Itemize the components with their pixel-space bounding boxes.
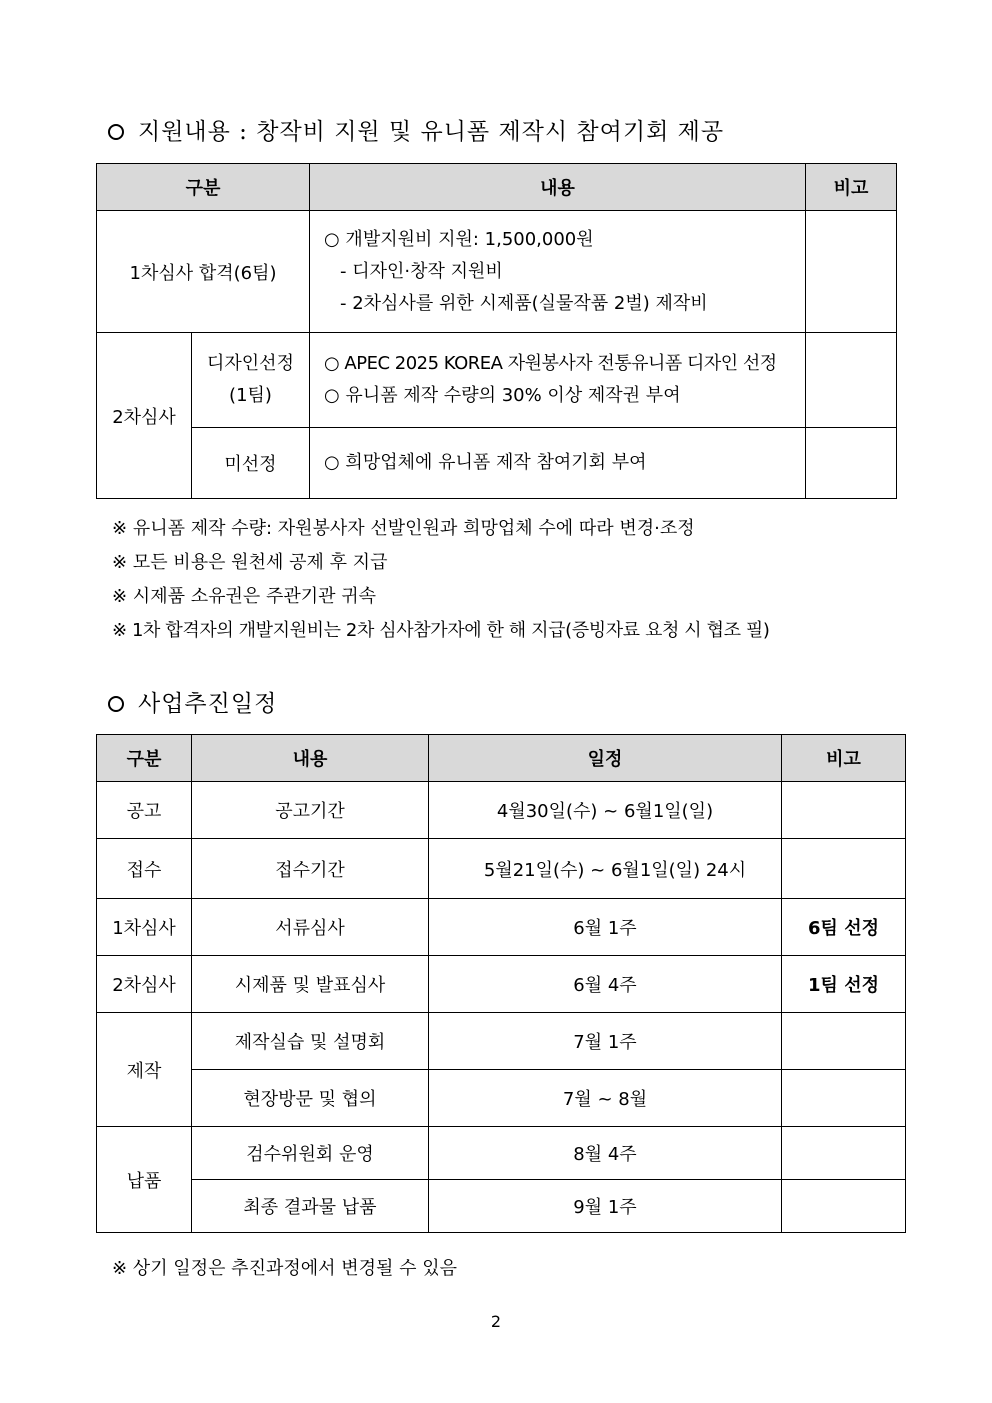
content-line: ○ 희망업체에 유니폼 제작 참여기회 부여 — [324, 452, 647, 473]
row-date: 6월 4주 — [429, 956, 782, 1013]
row-content: 시제품 및 발표심사 — [192, 956, 429, 1013]
row-date: 7월 ~ 8월 — [429, 1070, 782, 1127]
table-row — [97, 1013, 906, 1070]
table-row — [97, 899, 906, 956]
row-date: 7월 1주 — [429, 1013, 782, 1070]
header-category: 구분 — [97, 164, 310, 211]
first-review-note — [806, 211, 897, 333]
selected-label: 디자인선정 (1팀) — [192, 333, 310, 428]
table-row — [97, 1127, 906, 1180]
row-content: 제작실습 및 설명회 — [192, 1013, 429, 1070]
row-content: 서류심사 — [192, 899, 429, 956]
table-row — [97, 956, 906, 1013]
table-row — [97, 1180, 906, 1233]
table-row — [97, 1070, 906, 1127]
row-category: 공고 — [97, 782, 192, 839]
support-row-second-review-unselected — [97, 428, 897, 499]
row-note — [782, 1180, 906, 1233]
page-number: 2 — [490, 1312, 502, 1331]
header-content: 내용 — [192, 735, 429, 782]
row-category: 1차심사 — [97, 899, 192, 956]
row-category: 2차심사 — [97, 956, 192, 1013]
schedule-footnote: ※ 상기 일정은 추진과정에서 변경될 수 있음 — [112, 1258, 458, 1279]
row-note — [782, 1127, 906, 1180]
row-content: 현장방문 및 협의 — [192, 1070, 429, 1127]
unselected-note — [806, 428, 897, 499]
row-note: 6팀 선정 — [782, 899, 906, 956]
header-content: 내용 — [310, 164, 806, 211]
row-content: 공고기간 — [192, 782, 429, 839]
unselected-label: 미선정 — [192, 428, 310, 499]
row-note — [782, 1013, 906, 1070]
content-line: - 디자인·창작 지원비 — [340, 260, 503, 282]
content-line: ○ 유니폼 제작 수량의 30% 이상 제작권 부여 — [324, 385, 681, 406]
first-review-category: 1차심사 합격(6팀) — [97, 211, 310, 333]
note-item: ※ 유니폼 제작 수량: 자원봉사자 선발인원과 희망업체 수에 따라 변경·조정 — [112, 518, 695, 539]
row-date: 8월 4주 — [429, 1127, 782, 1180]
content-line: - 2차심사를 위한 시제품(실물작품 2벌) 제작비 — [340, 292, 708, 314]
selected-note — [806, 333, 897, 428]
row-date: 4월30일(수) ~ 6월1일(일) — [429, 782, 782, 839]
first-review-content — [310, 211, 806, 333]
row-date: 6월 1주 — [429, 899, 782, 956]
header-date: 일정 — [429, 735, 782, 782]
row-category: 납품 — [97, 1127, 192, 1233]
row-content: 검수위원회 운영 — [192, 1127, 429, 1180]
support-notes — [112, 512, 770, 648]
second-review-category: 2차심사 — [97, 333, 192, 499]
row-note — [782, 782, 906, 839]
support-heading: 지원내용 : 창작비 지원 및 유니폼 제작시 참여기회 제공 — [108, 113, 724, 146]
circle-bullet-icon — [108, 696, 124, 712]
note-item: ※ 모든 비용은 원천세 공제 후 지급 — [112, 552, 388, 573]
table-row — [97, 839, 906, 899]
header-note: 비고 — [782, 735, 906, 782]
circle-bullet-icon — [108, 124, 124, 140]
row-note: 1팀 선정 — [782, 956, 906, 1013]
header-note: 비고 — [806, 164, 897, 211]
row-date: 5월21일(수) ~ 6월1일(일) 24시 — [429, 839, 782, 899]
unselected-content — [310, 428, 806, 499]
support-row-first-review — [97, 211, 897, 333]
note-item: ※ 시제품 소유권은 주관기관 귀속 — [112, 586, 377, 607]
row-content: 최종 결과물 납품 — [192, 1180, 429, 1233]
header-category: 구분 — [97, 735, 192, 782]
row-note — [782, 1070, 906, 1127]
selected-content — [310, 333, 806, 428]
content-line: ○ APEC 2025 KOREA 자원봉사자 전통유니폼 디자인 선정 — [324, 353, 777, 374]
row-content: 접수기간 — [192, 839, 429, 899]
support-header-row — [97, 164, 897, 211]
schedule-header-row — [97, 735, 906, 782]
table-row — [97, 782, 906, 839]
support-table — [96, 163, 897, 499]
schedule-heading: 사업추진일정 — [108, 685, 277, 718]
row-category: 접수 — [97, 839, 192, 899]
content-line: ○ 개발지원비 지원: 1,500,000원 — [324, 228, 594, 250]
row-date: 9월 1주 — [429, 1180, 782, 1233]
support-row-second-review-selected — [97, 333, 897, 428]
row-note — [782, 839, 906, 899]
note-item: ※ 1차 합격자의 개발지원비는 2차 심사참가자에 한 해 지급(증빙자료 요청 시 협조 필) — [112, 620, 770, 641]
schedule-table — [96, 734, 906, 1233]
row-category: 제작 — [97, 1013, 192, 1127]
